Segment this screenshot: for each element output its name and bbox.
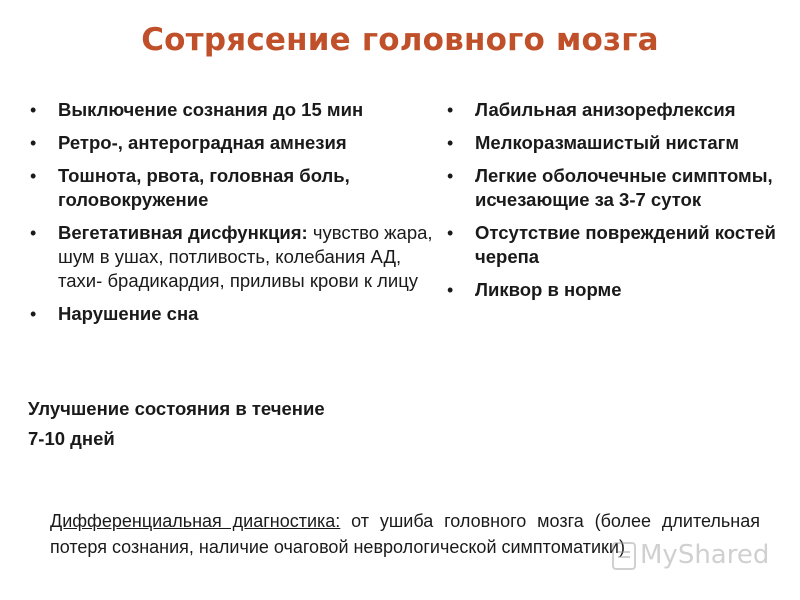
item-normal-text: чувство жара, шум в ушах, потливость, колебания АД, тахи- брадикардия, приливы крови к лицу [58, 222, 433, 291]
list-item [28, 98, 438, 122]
bullet-icon: • [447, 223, 454, 243]
improvement-note [28, 394, 428, 454]
list-item [445, 221, 785, 269]
list-item [445, 98, 785, 122]
list-item [28, 221, 438, 293]
item-bold-text: Нарушение сна [58, 303, 199, 324]
bullet-icon: • [30, 100, 37, 120]
presentation-icon [612, 542, 636, 570]
left-bullet-list [28, 98, 438, 335]
improvement-line: Улучшение состояния в течение [28, 398, 325, 419]
item-bold-text: Ликвор в норме [475, 279, 622, 300]
watermark-text: MyShared [640, 540, 770, 570]
diff-label: Дифференциальная диагностика: [50, 511, 341, 531]
item-bold-text: Вегетативная дисфункция: [58, 222, 308, 243]
bullet-icon: • [30, 133, 37, 153]
bullet-icon: • [447, 166, 454, 186]
item-bold-text: Ретро-, антероградная амнезия [58, 132, 347, 153]
improvement-line: 7-10 дней [28, 428, 115, 449]
watermark [612, 540, 782, 576]
list-item [445, 278, 785, 302]
diff-text: от ушиба головного мозга (более длительная потеря сознания, наличие очаговой неврологической симптоматики) [50, 511, 760, 557]
bullet-icon: • [30, 304, 37, 324]
list-item [445, 131, 785, 155]
slide-title: Сотрясение головного мозга [141, 22, 659, 58]
bullet-icon: • [30, 166, 37, 186]
item-bold-text: Отсутствие повреждений костей черепа [475, 222, 776, 267]
item-bold-text: Мелкоразмашистый нистагм [475, 132, 740, 153]
bullet-icon: • [447, 133, 454, 153]
bullet-icon: • [30, 223, 37, 243]
item-bold-text: Легкие оболочечные симптомы, исчезающие за 3-7 суток [475, 165, 773, 210]
list-item [445, 164, 785, 212]
item-bold-text: Выключение сознания до 15 мин [58, 99, 364, 120]
list-item [28, 131, 438, 155]
right-bullet-list [445, 98, 785, 311]
bullet-icon: • [447, 280, 454, 300]
item-bold-text: Лабильная анизорефлексия [475, 99, 736, 120]
list-item [28, 164, 438, 212]
item-bold-text: Тошнота, рвота, головная боль, головокружение [58, 165, 350, 210]
list-item [28, 302, 438, 326]
bullet-icon: • [447, 100, 454, 120]
